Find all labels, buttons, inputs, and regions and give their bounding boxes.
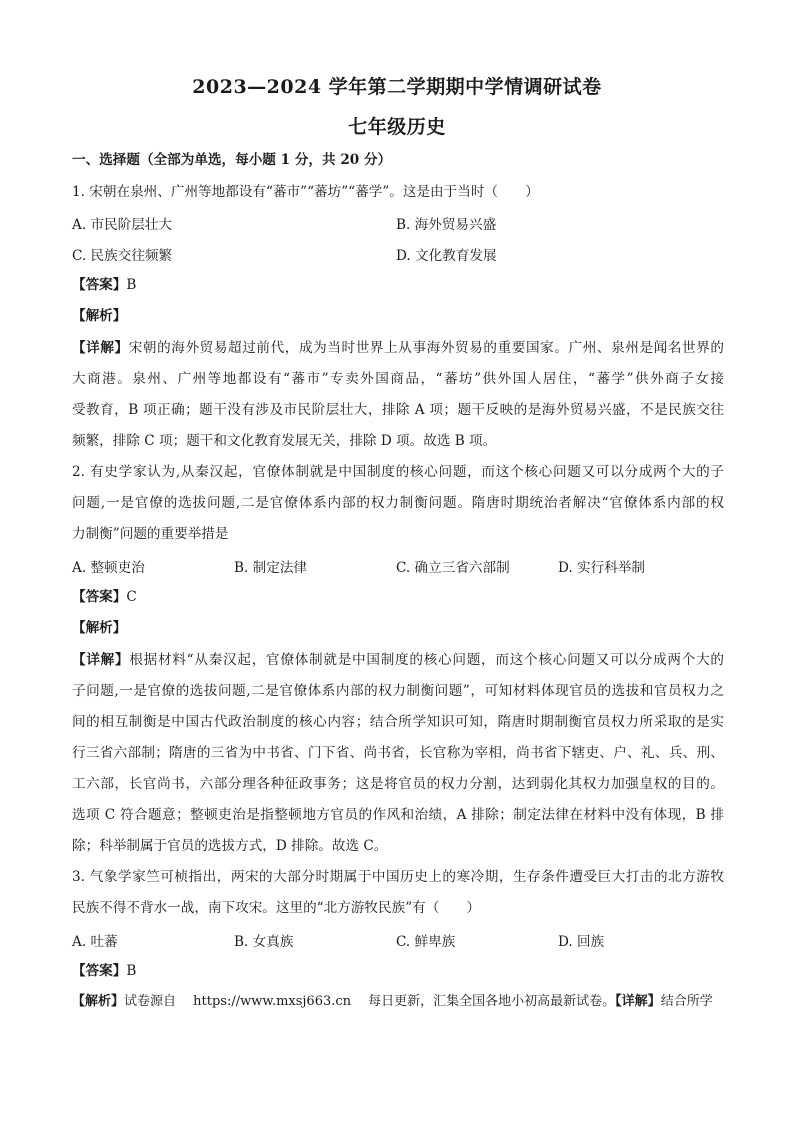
answer-value: C: [126, 589, 137, 605]
q2-answer: [72, 587, 724, 607]
q3-stem-line-1: 3. 气象学家竺可桢指出，两宋的大部分时期属于中国历史上的寒冷期，生存条件遭受巨大打击的北方游牧: [72, 869, 724, 885]
q2-detail-line-1: [72, 650, 724, 670]
answer-tag: 【答案】: [72, 963, 127, 979]
q2-option-b: B. 制定法律: [234, 560, 308, 576]
q3-option-c: C. 鲜卑族: [396, 934, 456, 950]
q1-option-a: A. 市民阶层壮大: [72, 217, 173, 233]
q3-answer: [72, 961, 724, 981]
q3-option-a: A. 吐蕃: [72, 934, 118, 950]
q1-option-d: D. 文化教育发展: [396, 248, 497, 264]
exam-subtitle: 七年级历史: [348, 116, 446, 138]
answer-tag: 【答案】: [72, 589, 127, 605]
q1-answer: [72, 275, 724, 295]
q2-stem-line-3: 力制衡”问题的重要举措是: [72, 526, 229, 542]
q2-option-c: C. 确立三省六部制: [396, 560, 510, 576]
answer-tag: 【答案】: [72, 277, 127, 293]
analysis-tag: 【解析】: [72, 994, 125, 1009]
q2-option-a: A. 整顿吏治: [72, 560, 145, 576]
q3-option-b: B. 女真族: [234, 934, 294, 950]
answer-value: B: [126, 963, 137, 979]
exam-title: 2023—2024 学年第二学期期中学情调研试卷: [192, 76, 602, 98]
q1-detail-line-1: [72, 338, 724, 358]
q1-stem: 1. 宋朝在泉州、广州等地都设有“蕃市”“蕃坊”“蕃学”。这是由于当时（ ）: [72, 184, 539, 200]
q3-option-d: D. 回族: [558, 934, 605, 950]
q2-option-d: D. 实行科举制: [558, 560, 646, 576]
detail-tag: 【详解】: [72, 652, 130, 668]
q2-detail-line-3: 间的相互制衡是中国古代政治制度的核心内容；结合所学知识可知，隋唐时期制衡官员权力所采取的是实: [72, 714, 724, 730]
q2-detail-line-6: 选项 C 符合题意；整顿吏治是指整顿地方官员的作风和治绩，A 排除；制定法律在材料中没有体现，B 排: [72, 807, 724, 823]
q1-analysis-tag: 【解析】: [72, 308, 127, 324]
q2-detail-line-4: 行三省六部制；隋唐的三省为中书省、门下省、尚书省，长官称为宰相，尚书省下辖吏、户、礼、兵、刑、: [72, 745, 724, 761]
q2-detail-line-7: 除；科举制属于官员的选拔方式，D 排除。故选 C。: [72, 838, 388, 854]
detail-tag: 【详解】: [615, 994, 661, 1009]
detail-text: 宋朝的海外贸易超过前代，成为当时世界上从事海外贸易的重要国家。广州、泉州是闻名世界的: [128, 340, 724, 356]
q1-detail-line-2: 大商港。泉州、广州等地都设有“蕃市”专卖外国商品，“蕃坊”供外国人居住，“蕃学”供外商子女接: [72, 371, 724, 387]
q3-stem-line-2: 民族不得不背水一战，南下攻宋。这里的“北方游牧民族”有（ ）: [72, 900, 481, 916]
q3-analysis-line: [72, 992, 724, 1012]
q2-detail-line-2: 子问题,一是官僚的选拔问题,二是官僚体系内部的权力制衡问题”，可知材料体现官员的选拔和官员权力之: [72, 683, 724, 699]
section-heading: 一、选择题（全部为单选，每小题 1 分，共 20 分）: [72, 152, 392, 168]
q2-stem-line-2: 问题,一是官僚的选拔问题,二是官僚体系内部的权力制衡问题。隋唐时期统治者解决“官僚体系内部的权: [72, 495, 724, 511]
q1-option-c: C. 民族交往频繁: [72, 248, 173, 264]
detail-text: 根据材料“从秦汉起，官僚体制就是中国制度的核心问题，而这个核心问题又可以分成两个大的: [129, 652, 724, 668]
q1-detail-line-3: 受教育，B 项正确；题干没有涉及市民阶层壮大，排除 A 项；题干反映的是海外贸易兴盛，不是民族交往: [72, 402, 724, 418]
answer-value: B: [126, 277, 137, 293]
q2-detail-line-5: 工六部，长官尚书，六部分理各种征政事务；这是将官员的权力分割，达到弱化其权力加强皇权的目的。: [72, 776, 724, 792]
detail-tag: 【详解】: [72, 340, 129, 356]
q2-analysis-tag: 【解析】: [72, 620, 127, 636]
detail-start: 结合所学: [660, 994, 713, 1009]
q1-detail-line-4: 频繁，排除 C 项；题干和文化教育发展无关，排除 D 项。故选 B 项。: [72, 433, 497, 449]
source-notice: 试卷源自 https://www.mxsj663.cn 每日更新，汇集全国各地小初高最新试卷。: [124, 994, 616, 1009]
q2-stem-line-1: 2. 有史学家认为,从秦汉起，官僚体制就是中国制度的核心问题，而这个核心问题又可以分成两个大的子: [72, 464, 724, 480]
q1-option-b: B. 海外贸易兴盛: [396, 217, 497, 233]
